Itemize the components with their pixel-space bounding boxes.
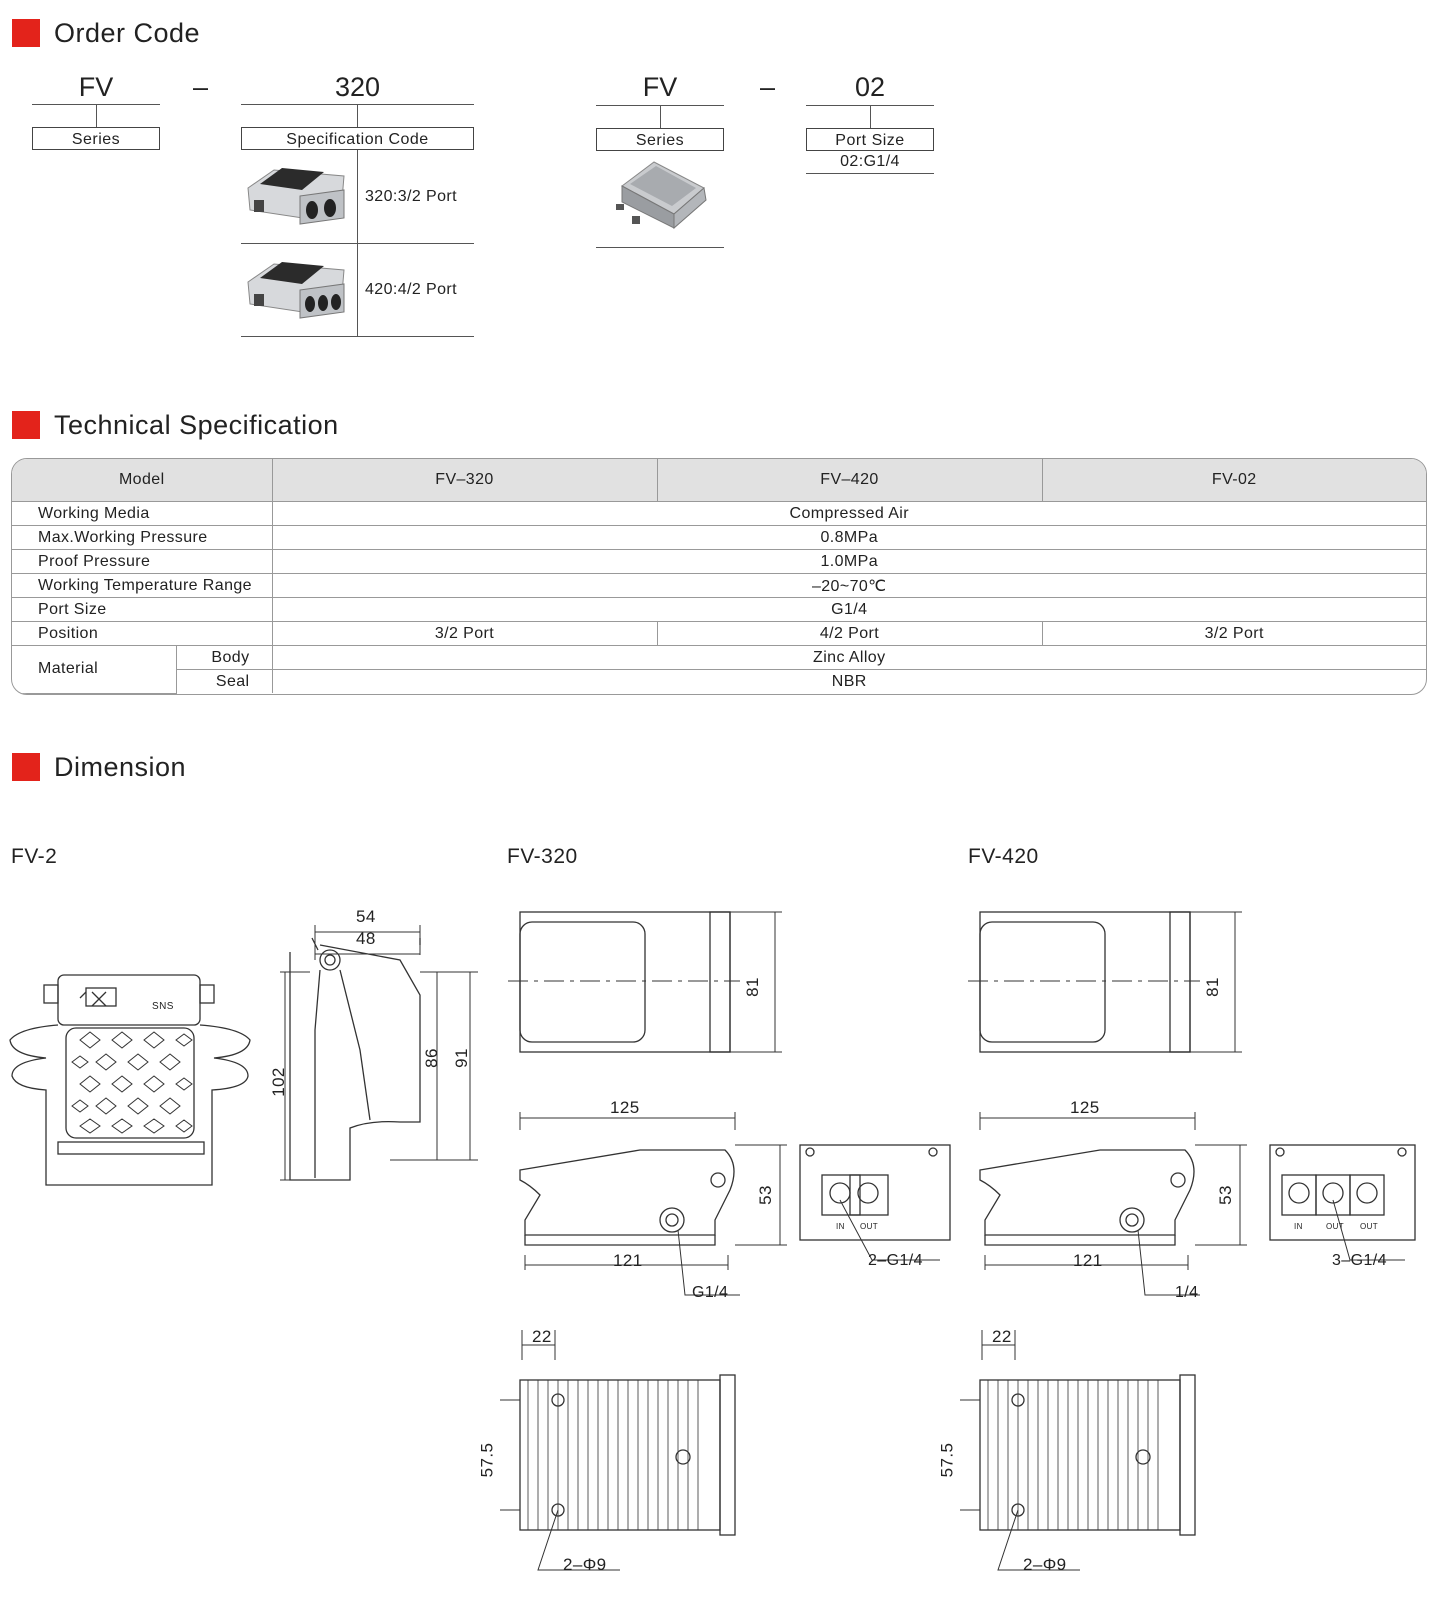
dim-81: 81: [742, 977, 762, 997]
connector-line: [870, 105, 871, 129]
port-option: 02:G1/4: [840, 153, 900, 170]
row-label: Proof Pressure: [12, 550, 272, 574]
spec-code: 320: [334, 72, 381, 102]
table-row: [12, 598, 1426, 622]
header-fv320: FV–320: [272, 459, 657, 502]
row-value: 4/2 Port: [657, 622, 1042, 646]
row-label: Max.Working Pressure: [12, 526, 272, 550]
order-code-title: Order Code: [54, 17, 201, 48]
dim-48: 48: [356, 929, 376, 948]
ports-label: 3–G1/4: [1332, 1252, 1387, 1269]
row-label: Working Temperature Range: [12, 574, 272, 598]
row-value: 1.0MPa: [272, 550, 1426, 574]
fv02-valve-image: [614, 158, 710, 234]
dim-22: 22: [992, 1327, 1012, 1346]
fv320-dimension-drawing: [500, 890, 960, 1580]
row-sublabel: Seal: [176, 670, 272, 694]
dim-57-5: 57.5: [937, 1442, 957, 1478]
table-row: [12, 670, 1426, 694]
table-row: [12, 574, 1426, 598]
fv420-title: FV-420: [968, 845, 1039, 868]
underline: [806, 173, 934, 174]
tech-spec-title: Technical Specification: [54, 409, 339, 440]
row-value: 3/2 Port: [272, 622, 657, 646]
tech-spec-heading: [12, 410, 339, 440]
row-value: Zinc Alloy: [272, 646, 1426, 670]
fv420-valve-image: [244, 254, 354, 326]
underline: [596, 247, 724, 248]
row-value: Compressed Air: [272, 502, 1426, 526]
out-label: OUT: [860, 1222, 879, 1231]
out-label: OUT: [1326, 1222, 1345, 1231]
port-label: G1/4: [692, 1284, 729, 1301]
table-row: [12, 502, 1426, 526]
order-code-heading: [12, 18, 200, 48]
row-label: Position: [12, 622, 272, 646]
header-fv420: FV–420: [657, 459, 1042, 502]
series-label-box: Series: [32, 127, 160, 150]
dim-22: 22: [532, 1327, 552, 1346]
fv420-dimension-drawing: [960, 890, 1420, 1580]
fv320-title: FV-320: [507, 845, 578, 868]
holes-label: 2–Φ9: [563, 1555, 607, 1574]
series-code: FV: [642, 72, 678, 102]
dimension-title: Dimension: [54, 751, 187, 782]
red-square-marker: [12, 411, 40, 439]
fv320-valve-image: [244, 160, 354, 232]
dim-53: 53: [755, 1185, 775, 1205]
code-dash: –: [760, 72, 776, 102]
port-size-label-box: Port Size: [806, 128, 934, 151]
connector-line: [660, 105, 661, 129]
row-value: 3/2 Port: [1042, 622, 1426, 646]
divider: [241, 243, 474, 244]
dim-121: 121: [1073, 1251, 1103, 1270]
fv2-title: FV-2: [11, 845, 58, 868]
row-value: –20~70℃: [272, 574, 1426, 598]
dim-125: 125: [610, 1098, 640, 1117]
option-420: 420:4/2 Port: [365, 281, 457, 298]
row-value: G1/4: [272, 598, 1426, 622]
port-label: 1/4: [1175, 1284, 1199, 1301]
dim-57-5: 57.5: [477, 1442, 497, 1478]
fv2-dimension-drawing: [0, 880, 490, 1200]
dim-86: 86: [421, 1048, 441, 1068]
port-code: 02: [854, 72, 886, 102]
ports-label: 2–G1/4: [868, 1252, 923, 1269]
dim-102: 102: [268, 1067, 288, 1097]
holes-label: 2–Φ9: [1023, 1555, 1067, 1574]
dim-125: 125: [1070, 1098, 1100, 1117]
row-label: Port Size: [12, 598, 272, 622]
dim-121: 121: [613, 1251, 643, 1270]
divider: [241, 336, 474, 337]
spec-table: [11, 458, 1427, 695]
red-square-marker: [12, 753, 40, 781]
spec-code-label-box: Specification Code: [241, 127, 474, 150]
table-header-row: [12, 459, 1426, 502]
row-label: Material: [12, 646, 176, 694]
dim-53: 53: [1215, 1185, 1235, 1205]
dimension-heading: [12, 752, 186, 782]
header-model: Model: [12, 459, 272, 502]
in-label: IN: [1294, 1222, 1303, 1231]
table-row: [12, 526, 1426, 550]
sns-logo: SNS: [152, 1001, 174, 1012]
series-code: FV: [78, 72, 114, 102]
connector-line: [96, 104, 97, 128]
row-sublabel: Body: [176, 646, 272, 670]
out-label: OUT: [1360, 1222, 1379, 1231]
series-label-box: Series: [596, 128, 724, 151]
dim-54: 54: [356, 907, 376, 926]
dim-81: 81: [1202, 977, 1222, 997]
dim-91: 91: [451, 1048, 471, 1068]
row-value: NBR: [831, 672, 867, 690]
connector-line: [357, 104, 358, 128]
in-label: IN: [836, 1222, 845, 1231]
code-dash: –: [193, 72, 209, 102]
red-square-marker: [12, 19, 40, 47]
table-row: [12, 646, 1426, 670]
row-label: Working Media: [12, 502, 272, 526]
table-row: [12, 550, 1426, 574]
row-value: 0.8MPa: [272, 526, 1426, 550]
table-row: [12, 622, 1426, 646]
option-320: 320:3/2 Port: [365, 188, 457, 205]
header-fv02: FV-02: [1042, 459, 1426, 502]
